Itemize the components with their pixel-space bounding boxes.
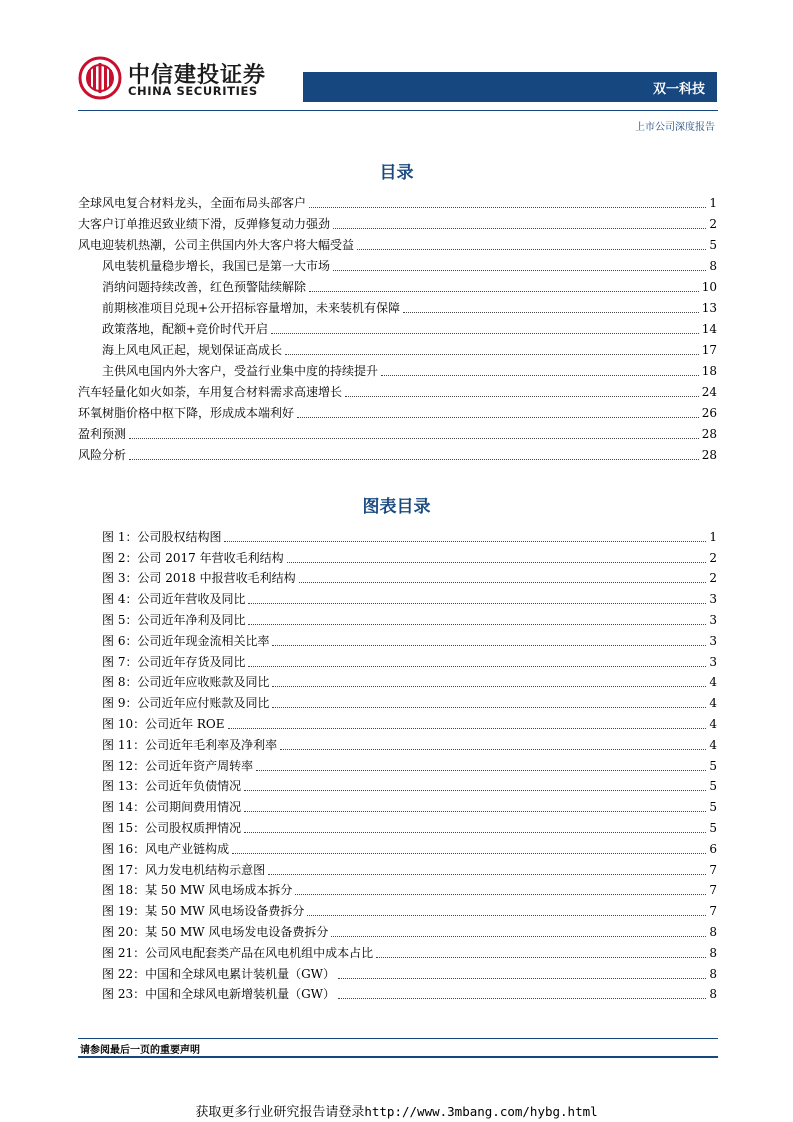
- figure-entry-page-number: 1: [709, 529, 717, 544]
- figure-entry-label: 图 12：公司近年资产周转率: [102, 758, 254, 773]
- dot-leader: [295, 894, 706, 895]
- dot-leader: [381, 375, 699, 376]
- dot-leader: [297, 417, 699, 418]
- figure-entry-label: 图 22：中国和全球风电累计装机量（GW）: [102, 966, 336, 981]
- promo-line: [0, 1101, 793, 1120]
- figure-entry-label: 图 20：某 50 MW 风电场发电设备费拆分: [102, 924, 329, 939]
- dot-leader: [287, 562, 707, 563]
- figure-entry-page-number: 3: [709, 592, 717, 607]
- toc-entry-label: 汽车轻量化如火如荼，车用复合材料需求高速增长: [78, 385, 343, 399]
- figure-entry-label: 图 4：公司近年营收及同比: [102, 592, 246, 607]
- dot-leader: [357, 249, 706, 250]
- toc-entry-label: 全球风电复合材料龙头，全面布局头部客户: [78, 196, 307, 210]
- toc-entry-label: 盈利预测: [78, 427, 127, 441]
- toc-entry[interactable]: [78, 400, 717, 421]
- toc-entry-label: 大客户订单推迟致业绩下滑，反弹修复动力强劲: [78, 217, 331, 231]
- toc-entry-label: 海上风电风正起，规划保证高成长: [102, 343, 283, 357]
- figure-entry-page-number: 5: [709, 779, 717, 794]
- figure-entry-label: 图 7：公司近年存货及同比: [102, 654, 246, 669]
- dot-leader: [309, 207, 706, 208]
- dot-leader: [299, 582, 707, 583]
- figure-entry[interactable]: [78, 545, 717, 566]
- figure-entry[interactable]: [78, 753, 717, 774]
- figure-entry-label: 图 13：公司近年负债情况: [102, 779, 242, 794]
- toc-entry-label: 主供风电国内外大客户，受益行业集中度的持续提升: [102, 364, 379, 378]
- dot-leader: [333, 270, 706, 271]
- figure-entry[interactable]: [78, 774, 717, 795]
- header-divider: [78, 110, 718, 111]
- figure-entry-page-number: 4: [709, 696, 717, 711]
- toc-entry[interactable]: [78, 358, 717, 379]
- dot-leader: [331, 936, 706, 937]
- dot-leader: [338, 978, 706, 979]
- toc-entry-page-number: 18: [701, 364, 717, 378]
- figure-entry[interactable]: [78, 940, 717, 961]
- figure-entry[interactable]: [78, 607, 717, 628]
- toc-entry-page-number: 10: [701, 280, 717, 294]
- figure-entry[interactable]: [78, 961, 717, 982]
- figure-entry[interactable]: [78, 794, 717, 815]
- toc-entry[interactable]: [78, 337, 717, 358]
- toc-entry-label: 风电装机量稳步增长，我国已是第一大市场: [102, 259, 331, 273]
- toc-entry[interactable]: [78, 295, 717, 316]
- figure-entry[interactable]: [78, 524, 717, 545]
- dot-leader: [333, 228, 706, 229]
- company-name-bar: [303, 72, 717, 102]
- toc-entry-label: 风险分析: [78, 448, 127, 462]
- toc-entry-page-number: 8: [709, 259, 717, 273]
- toc-entry-label: 前期核准项目兑现+公开招标容量增加，未来装机有保障: [102, 301, 401, 315]
- figure-entry-label: 图 3：公司 2018 中报营收毛利结构: [102, 571, 296, 586]
- toc-entry[interactable]: [78, 442, 717, 463]
- figure-list: [78, 524, 717, 1002]
- toc-entry-page-number: 24: [701, 385, 717, 399]
- figure-entry[interactable]: [78, 982, 717, 1003]
- figure-entry-label: 图 1：公司股权结构图: [102, 529, 222, 544]
- toc-entry-page-number: 2: [709, 217, 717, 231]
- dot-leader: [345, 396, 699, 397]
- footer-disclaimer-note: 请参阅最后一页的重要声明: [80, 1045, 200, 1056]
- figure-entry-page-number: 8: [709, 966, 717, 981]
- dot-leader: [232, 853, 706, 854]
- figure-entry-page-number: 4: [709, 737, 717, 752]
- figure-entry-label: 图 2：公司 2017 年营收毛利结构: [102, 550, 284, 565]
- figure-entry-label: 图 14：公司期间费用情况: [102, 800, 242, 815]
- figure-entry-page-number: 7: [709, 904, 717, 919]
- dot-leader: [272, 645, 706, 646]
- toc-entry-page-number: 26: [701, 406, 717, 420]
- dot-leader: [129, 438, 699, 439]
- figure-entry-label: 图 6：公司近年现金流相关比率: [102, 633, 270, 648]
- figure-entry-label: 图 17：风力发电机结构示意图: [102, 862, 266, 877]
- toc-entry[interactable]: [78, 232, 717, 253]
- figure-entry[interactable]: [78, 649, 717, 670]
- dot-leader: [307, 915, 706, 916]
- dot-leader: [244, 832, 706, 833]
- figure-entry-label: 图 8：公司近年应收账款及同比: [102, 675, 270, 690]
- promo-url-link[interactable]: http://www.3mbang.com/hybg.html: [364, 1104, 598, 1119]
- figure-entry-label: 图 21：公司风电配套类产品在风电机组中成本占比: [102, 945, 374, 960]
- figure-entry[interactable]: [78, 628, 717, 649]
- toc-entry-label: 风电迎装机热潮，公司主供国内外大客户将大幅受益: [78, 238, 355, 252]
- figure-entry-label: 图 15：公司股权质押情况: [102, 820, 242, 835]
- figure-entry-page-number: 5: [709, 820, 717, 835]
- dot-leader: [256, 770, 706, 771]
- figure-entry[interactable]: [78, 919, 717, 940]
- figure-entry-page-number: 5: [709, 800, 717, 815]
- toc-entry[interactable]: [78, 421, 717, 442]
- toc-entry-page-number: 28: [701, 448, 717, 462]
- figure-entry-page-number: 8: [709, 987, 717, 1002]
- dot-leader: [224, 541, 706, 542]
- figure-entry-page-number: 4: [709, 716, 717, 731]
- dot-leader: [285, 354, 699, 355]
- figure-entry-page-number: 3: [709, 612, 717, 627]
- logo-chinese-text: 中信建投证券: [128, 63, 267, 88]
- dot-leader: [376, 957, 706, 958]
- toc-entry-label: 环氧树脂价格中枢下降，形成成本端利好: [78, 406, 295, 420]
- dot-leader: [248, 603, 706, 604]
- figure-entry-label: 图 16：风电产业链构成: [102, 841, 230, 856]
- figure-entry-label: 图 19：某 50 MW 风电场设备费拆分: [102, 904, 305, 919]
- dot-leader: [309, 291, 699, 292]
- dot-leader: [271, 333, 699, 334]
- dot-leader: [280, 749, 706, 750]
- dot-leader: [244, 790, 706, 791]
- toc-entry-label: 政策落地，配额+竞价时代开启: [102, 322, 269, 336]
- toc-title: 目录: [379, 163, 414, 183]
- toc-entry[interactable]: [78, 190, 717, 211]
- toc-entry[interactable]: [78, 253, 717, 274]
- figure-entry[interactable]: [78, 670, 717, 691]
- china-securities-logo-icon: [78, 56, 122, 100]
- toc-entry-page-number: 17: [701, 343, 717, 357]
- figure-list-title: 图表目录: [362, 497, 431, 517]
- toc-entry[interactable]: [78, 211, 717, 232]
- footer-divider-bottom: [78, 1056, 718, 1058]
- dot-leader: [228, 728, 707, 729]
- dot-leader: [272, 707, 706, 708]
- toc-list: [78, 190, 717, 463]
- page-header: [0, 0, 793, 140]
- figure-entry-page-number: 7: [709, 883, 717, 898]
- toc-entry-label: 消纳问题持续改善，红色预警陆续解除: [102, 280, 307, 294]
- figure-entry-page-number: 4: [709, 675, 717, 690]
- figure-entry[interactable]: [78, 898, 717, 919]
- report-type: 上市公司深度报告: [635, 122, 715, 133]
- figure-entry-page-number: 5: [709, 758, 717, 773]
- figure-entry-page-number: 3: [709, 654, 717, 669]
- dot-leader: [248, 666, 706, 667]
- figure-entry-page-number: 2: [709, 550, 717, 565]
- toc-entry[interactable]: [78, 274, 717, 295]
- dot-leader: [244, 811, 706, 812]
- figure-entry-label: 图 5：公司近年净利及同比: [102, 612, 246, 627]
- toc-entry-page-number: 1: [709, 196, 717, 210]
- figure-entry[interactable]: [78, 732, 717, 753]
- dot-leader: [248, 624, 706, 625]
- figure-entry-label: 图 11：公司近年毛利率及净利率: [102, 737, 278, 752]
- promo-text: 获取更多行业研究报告请登录: [195, 1105, 365, 1120]
- dot-leader: [268, 874, 706, 875]
- figure-entry[interactable]: [78, 711, 717, 732]
- figure-entry-page-number: 3: [709, 633, 717, 648]
- figure-entry-page-number: 7: [709, 862, 717, 877]
- toc-entry-page-number: 28: [701, 427, 717, 441]
- figure-entry[interactable]: [78, 836, 717, 857]
- company-name: 双一科技: [652, 82, 705, 97]
- dot-leader: [403, 312, 699, 313]
- figure-entry[interactable]: [78, 586, 717, 607]
- figure-entry-page-number: 6: [709, 841, 717, 856]
- figure-entry-page-number: 8: [709, 945, 717, 960]
- dot-leader: [338, 998, 706, 999]
- footer-divider-top: [78, 1038, 718, 1039]
- figure-entry[interactable]: [78, 878, 717, 899]
- toc-entry-page-number: 5: [709, 238, 717, 252]
- toc-entry[interactable]: [78, 379, 717, 400]
- figure-entry[interactable]: [78, 815, 717, 836]
- figure-entry[interactable]: [78, 566, 717, 587]
- logo-english-text: CHINA SECURITIES: [128, 84, 258, 98]
- toc-entry[interactable]: [78, 316, 717, 337]
- toc-entry-page-number: 13: [701, 301, 717, 315]
- figure-entry-label: 图 18：某 50 MW 风电场成本拆分: [102, 883, 293, 898]
- figure-entry-label: 图 10：公司近年 ROE: [102, 716, 225, 731]
- figure-entry[interactable]: [78, 690, 717, 711]
- figure-entry-label: 图 23：中国和全球风电新增装机量（GW）: [102, 987, 336, 1002]
- figure-entry-page-number: 8: [709, 924, 717, 939]
- figure-entry-label: 图 9：公司近年应付账款及同比: [102, 696, 270, 711]
- toc-entry-page-number: 14: [701, 322, 717, 336]
- dot-leader: [272, 686, 706, 687]
- figure-entry[interactable]: [78, 857, 717, 878]
- dot-leader: [129, 459, 699, 460]
- figure-entry-page-number: 2: [709, 571, 717, 586]
